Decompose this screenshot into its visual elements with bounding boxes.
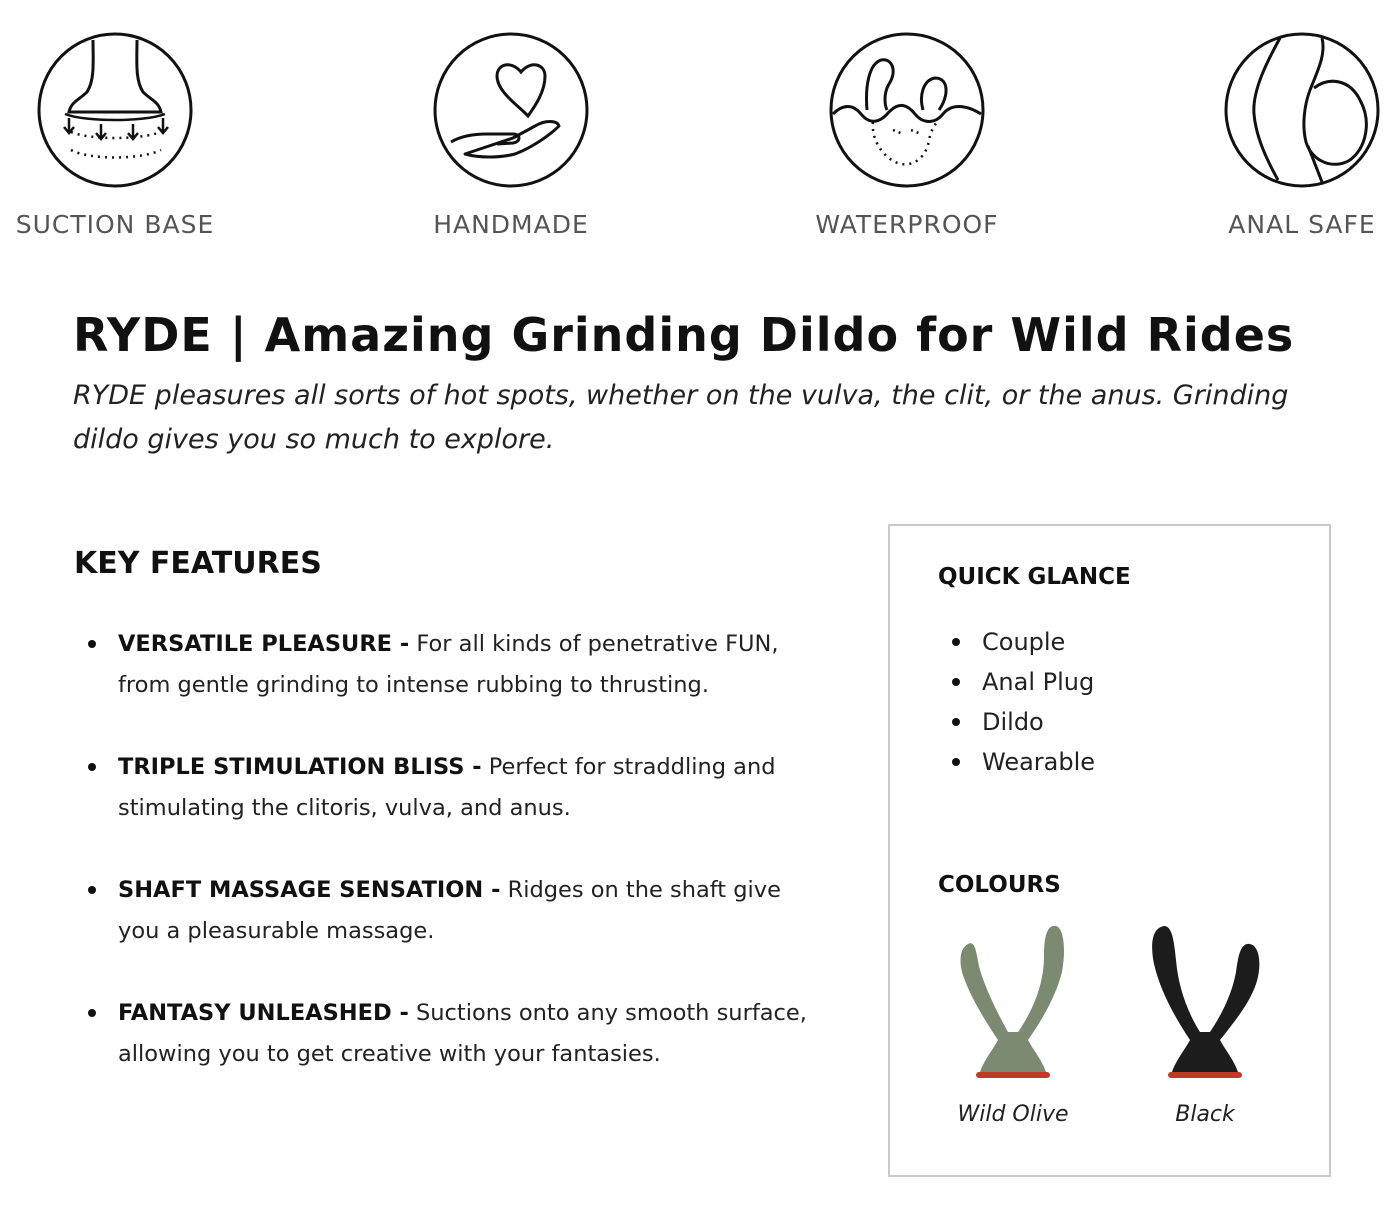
key-features-list	[88, 624, 828, 1116]
list-item	[88, 747, 828, 829]
handmade-icon	[431, 30, 591, 190]
list-item: Anal Plug	[952, 662, 1095, 702]
product-image-wild-olive	[946, 922, 1080, 1086]
anal-safe-icon	[1222, 30, 1382, 190]
badge-anal-safe	[1182, 30, 1400, 239]
badge-waterproof	[787, 30, 1027, 239]
feature-title: FANTASY UNLEASHED -	[118, 1000, 409, 1026]
feature-text: Suctions onto any smooth surface, allowing you to get creative with your fantasies.	[118, 1000, 807, 1067]
badge-label: WATERPROOF	[815, 210, 999, 239]
product-image-black	[1138, 922, 1272, 1086]
list-item: Dildo	[952, 702, 1095, 742]
list-item	[88, 993, 828, 1075]
badge-label: HANDMADE	[433, 210, 589, 239]
feature-text: Perfect for straddling and stimulating the clitoris, vulva, and anus.	[118, 754, 776, 821]
badge-label: SUCTION BASE	[15, 210, 215, 239]
quick-glance-list	[952, 622, 1095, 782]
colours-heading: COLOURS	[938, 872, 1061, 898]
feature-text: For all kinds of penetrative FUN, from gentle grinding to intense rubbing to thrusting.	[118, 631, 779, 698]
suction-base-icon	[35, 30, 195, 190]
badge-label: ANAL SAFE	[1228, 210, 1376, 239]
list-item	[88, 870, 828, 952]
feature-title: TRIPLE STIMULATION BLISS -	[118, 754, 482, 780]
feature-text: Ridges on the shaft give you a pleasurable massage.	[118, 877, 781, 944]
badge-handmade	[391, 30, 631, 239]
list-item: Couple	[952, 622, 1095, 662]
colour-option-wild-olive[interactable]	[938, 922, 1088, 1127]
product-subtitle: RYDE pleasures all sorts of hot spots, whether on the vulva, the clit, or the anus. Grinding dildo gives you so much to explore.	[73, 380, 1289, 455]
badge-suction-base	[0, 30, 235, 239]
waterproof-icon	[827, 30, 987, 190]
feature-title: VERSATILE PLEASURE -	[118, 631, 410, 657]
quick-glance-box	[888, 524, 1331, 1177]
quick-glance-heading: QUICK GLANCE	[938, 564, 1131, 590]
feature-title: SHAFT MASSAGE SENSATION -	[118, 877, 501, 903]
colour-name: Wild Olive	[957, 1102, 1069, 1127]
product-title: RYDE | Amazing Grinding Dildo for Wild Rides	[73, 308, 1295, 362]
colour-option-black[interactable]	[1130, 922, 1280, 1127]
key-features-heading: KEY FEATURES	[74, 546, 322, 581]
list-item	[88, 624, 828, 706]
feature-badges-row	[0, 30, 1400, 270]
colour-name: Black	[1175, 1102, 1235, 1127]
list-item: Wearable	[952, 742, 1095, 782]
